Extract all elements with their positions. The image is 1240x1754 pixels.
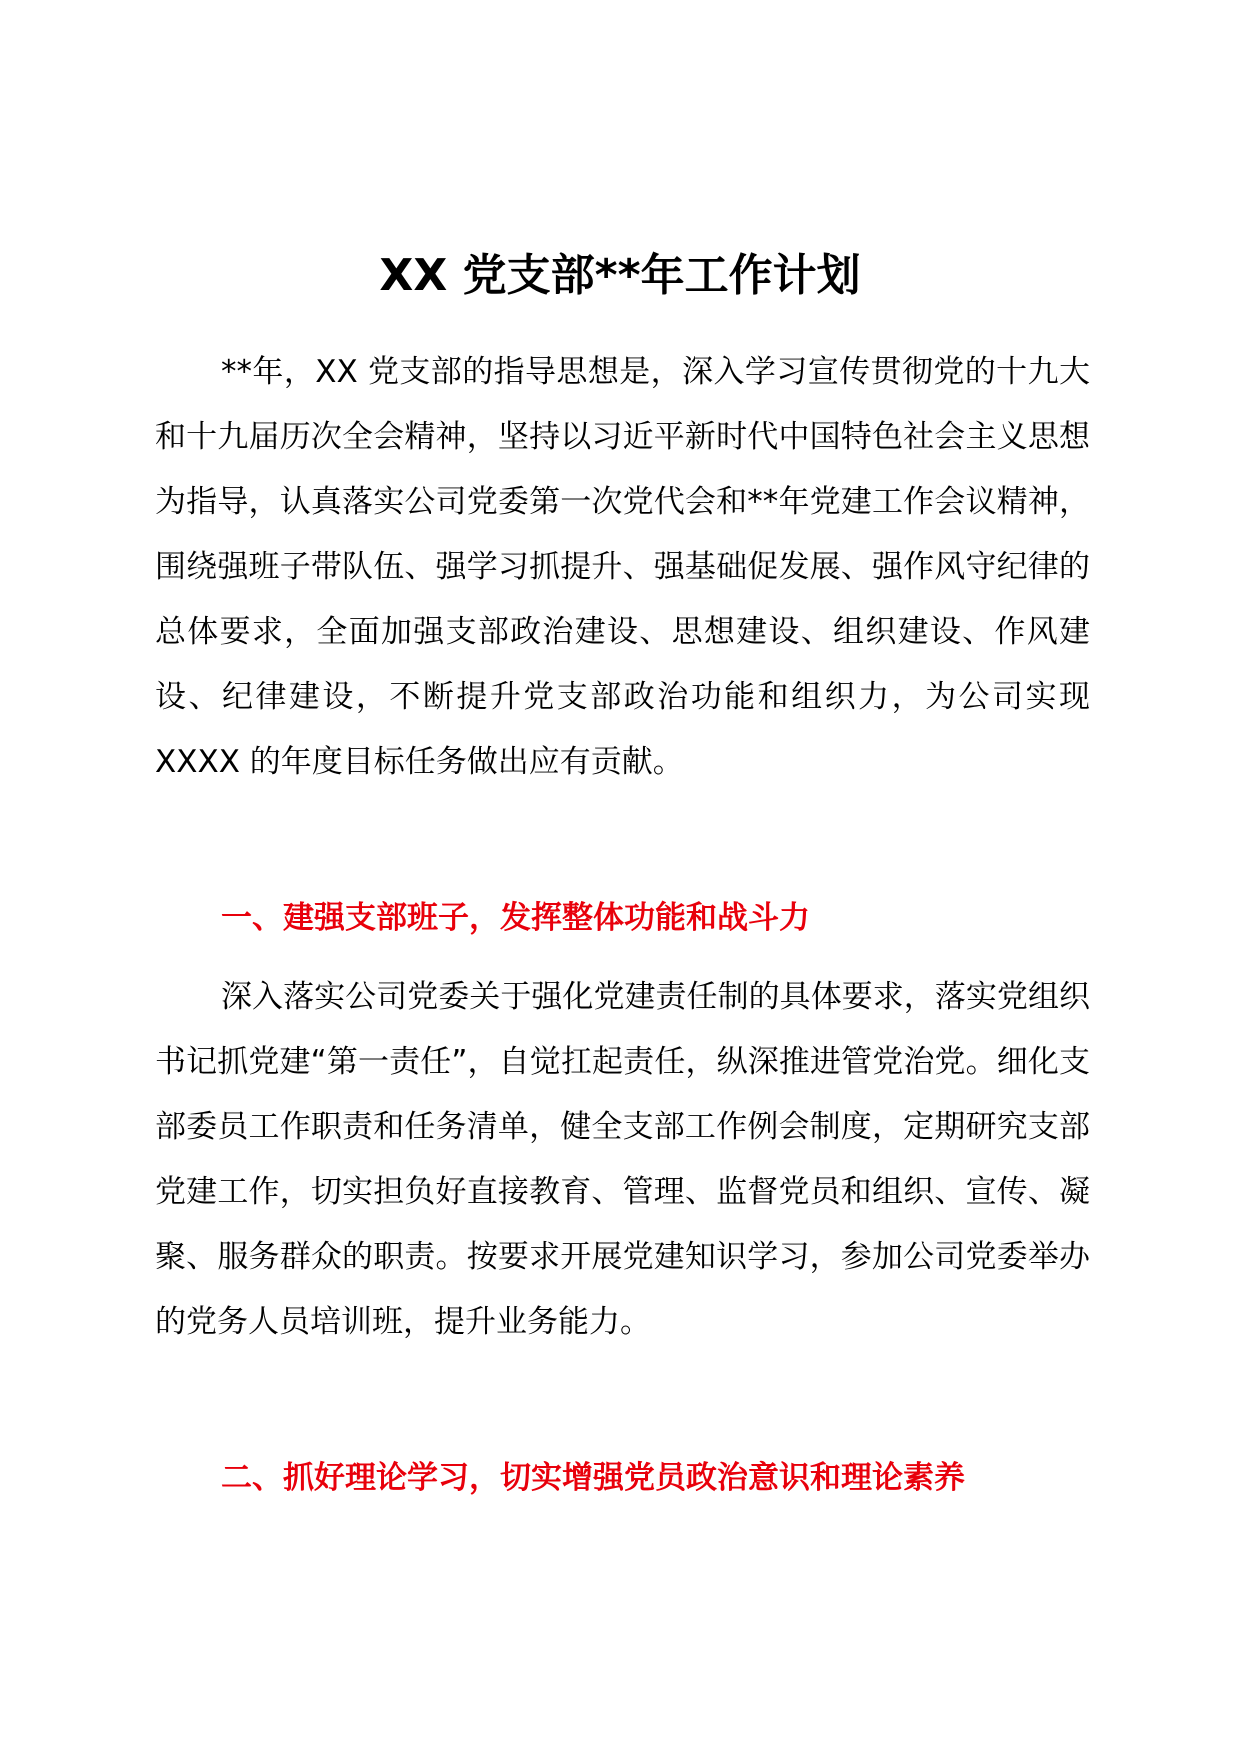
- paragraph-guiding-ideology: **年，XX 党支部的指导思想是，深入学习宣传贯彻党的十九大和十九届历次全会精神，坚持以习近平新时代中国特色社会主义思想为指导，认真落实公司党委第一次党代会和**年党建工作会议精神，围绕强班子带队伍、强学习抓提升、强基础促发展、强作风守纪律的总体要求，全面加强支部政治建设、思想建设、组织建设、作风建设、纪律建设，不断提升党支部政治功能和组织力，为公司实现 XXXX 的年度目标任务做出应有贡献。: [155, 354, 1090, 780]
- section-heading-1: 一、建强支部班子，发挥整体功能和战斗力: [221, 900, 810, 936]
- document-title: XX 党支部**年工作计划: [379, 250, 861, 301]
- paragraph-section-1: 深入落实公司党委关于强化党建责任制的具体要求，落实党组织书记抓党建“第一责任”，自觉扛起责任，纵深推进管党治党。细化支部委员工作职责和任务清单，健全支部工作例会制度，定期研究支部党建工作，切实担负好直接教育、管理、监督党员和组织、宣传、凝聚、服务群众的职责。按要求开展党建知识学习，参加公司党委举办的党务人员培训班，提升业务能力。: [155, 979, 1090, 1340]
- section-heading-2: 二、抓好理论学习，切实增强党员政治意识和理论素养: [221, 1460, 965, 1496]
